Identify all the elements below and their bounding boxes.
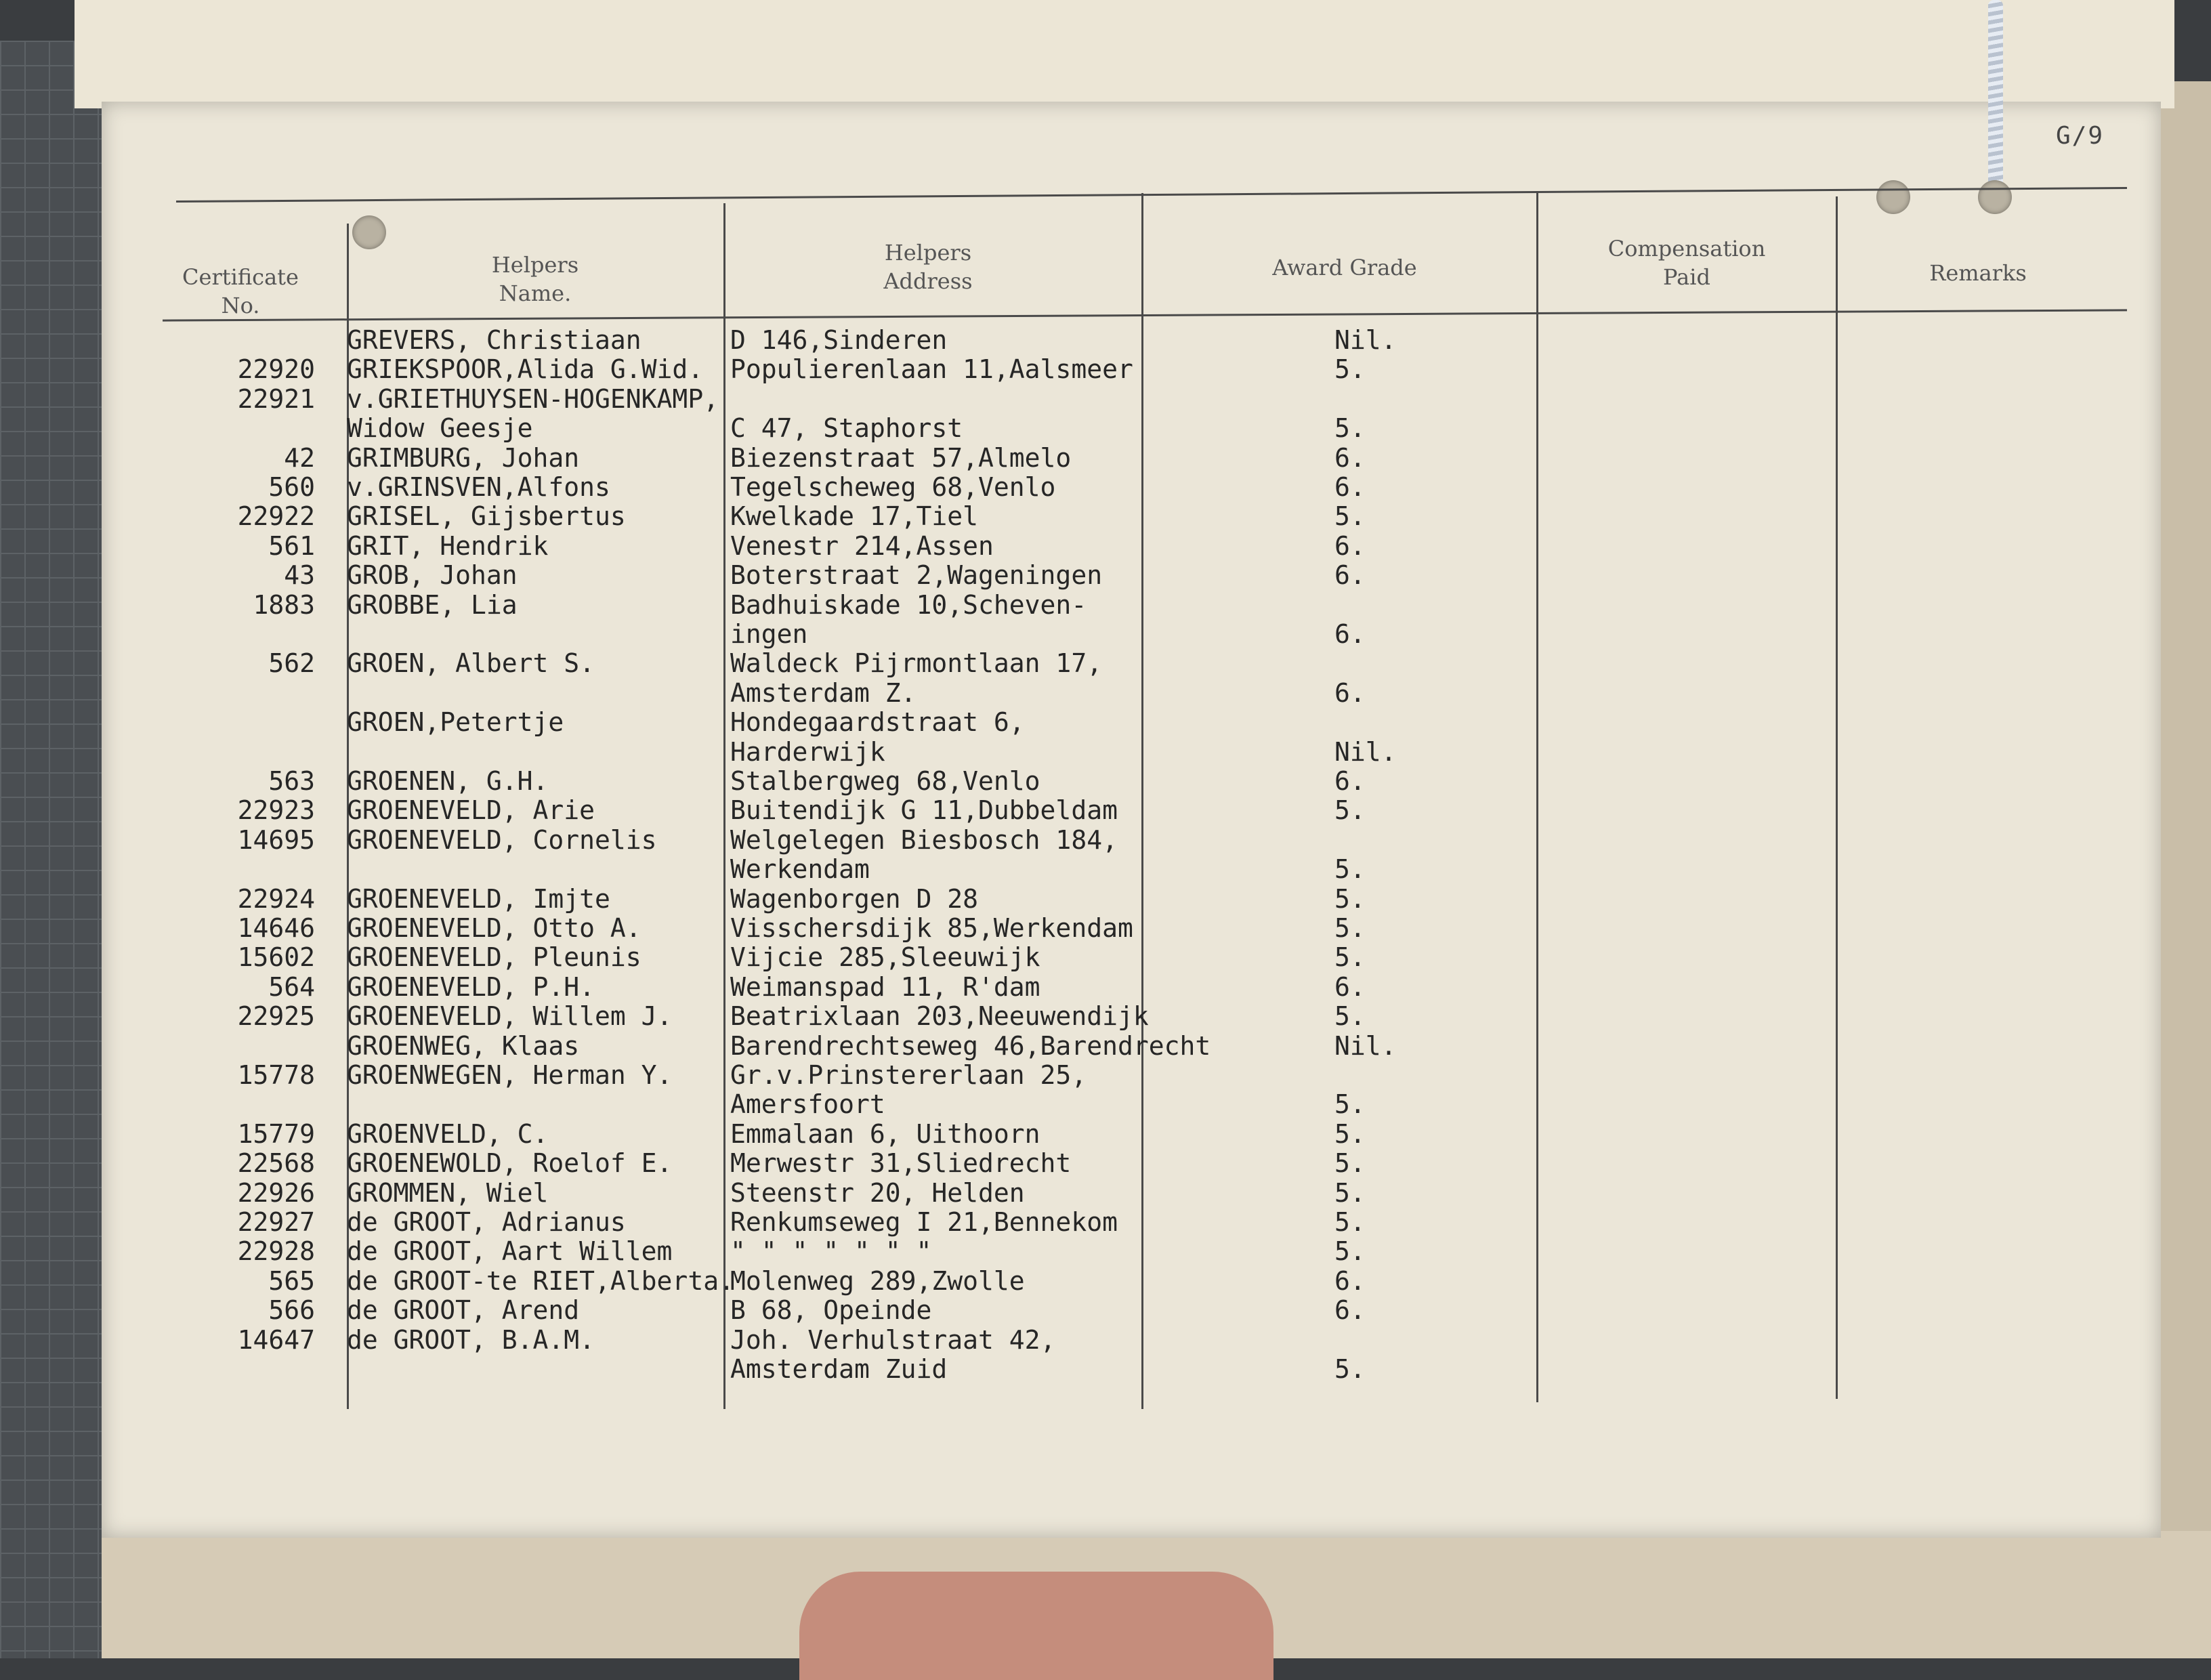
certificate-number: 560	[268, 472, 315, 502]
header-address: Helpers Address	[883, 240, 973, 294]
helper-address: Hondegaardstraat 6,	[730, 707, 1025, 738]
helper-address: Amsterdam Zuid	[730, 1354, 948, 1384]
award-grade: 6.	[1334, 530, 1366, 561]
helper-address: Biezenstraat 57,Almelo	[730, 442, 1072, 473]
helper-address: Populierenlaan 11,Aalsmeer	[730, 354, 1133, 385]
award-grade: 6.	[1334, 619, 1366, 649]
certificate-number: 42	[284, 442, 315, 473]
helper-name: de GROOT, B.A.M.	[347, 1324, 595, 1355]
helper-address: Waldeck Pijrmontlaan 17,	[730, 648, 1103, 679]
helper-address: Welgelegen Biesbosch 184,	[730, 824, 1118, 855]
award-grade: 5.	[1334, 1236, 1366, 1267]
award-grade: 5.	[1334, 913, 1366, 943]
award-grade: Nil.	[1334, 1030, 1397, 1061]
helper-name: GROENEVELD, Arie	[347, 795, 595, 826]
certificate-number: 14647	[237, 1324, 315, 1355]
certificate-number: 1883	[253, 589, 315, 620]
helper-address: Buitendijk G 11,Dubbeldam	[730, 795, 1118, 826]
helper-name: GRISEL, Gijsbertus	[347, 501, 626, 532]
award-grade: 5.	[1334, 1148, 1366, 1179]
award-grade: 6.	[1334, 472, 1366, 502]
helper-name: GROMMEN, Wiel	[347, 1177, 549, 1208]
certificate-number: 43	[284, 560, 315, 591]
award-grade: 6.	[1334, 1295, 1366, 1326]
helper-name: GROENEVELD, Willem J.	[347, 1001, 673, 1032]
certificate-number: 15778	[237, 1060, 315, 1090]
award-grade: 5.	[1334, 1118, 1366, 1149]
award-grade: 5.	[1334, 795, 1366, 826]
helper-name: GROENEVELD, Imjte	[347, 883, 610, 914]
award-grade: 6.	[1334, 971, 1366, 1002]
certificate-number: 566	[268, 1295, 315, 1326]
helper-address: Visschersdijk 85,Werkendam	[730, 913, 1133, 943]
certificate-number: 22925	[237, 1001, 315, 1032]
certificate-number: 564	[268, 971, 315, 1002]
award-grade: 5.	[1334, 854, 1366, 885]
page-number: G/9	[2056, 122, 2105, 150]
award-grade: 6.	[1334, 766, 1366, 796]
helper-name: GROBBE, Lia	[347, 589, 518, 620]
helper-address: Wagenborgen D 28	[730, 883, 979, 914]
helper-name: GROENWEGEN, Herman Y.	[347, 1060, 673, 1090]
helper-address: Werkendam	[730, 854, 870, 885]
helper-address: Molenweg 289,Zwolle	[730, 1265, 1025, 1296]
helper-address: Tegelscheweg 68,Venlo	[730, 472, 1056, 502]
helper-name: GROENWEG, Klaas	[347, 1030, 580, 1061]
helper-address: Merwestr 31,Sliedrecht	[730, 1148, 1072, 1179]
punch-hole-right	[1978, 180, 2012, 214]
certificate-number: 22568	[237, 1148, 315, 1179]
column-rule-4	[1536, 193, 1538, 1402]
certificate-number: 22927	[237, 1207, 315, 1237]
certificate-number: 22922	[237, 501, 315, 532]
certificate-number: 14695	[237, 824, 315, 855]
helper-address: Venestr 214,Assen	[730, 530, 994, 561]
helper-address: Steenstr 20, Helden	[730, 1177, 1025, 1208]
certificate-number: 15602	[237, 942, 315, 973]
helper-address: Stalbergweg 68,Venlo	[730, 766, 1040, 796]
certificate-number: 15779	[237, 1118, 315, 1149]
award-grade: Nil.	[1334, 325, 1397, 355]
helper-name: GRIT, Hendrik	[347, 530, 549, 561]
punch-hole-mid	[1876, 180, 1910, 214]
helper-name: GRIEKSPOOR,Alida G.Wid.	[347, 354, 704, 385]
column-rule-5	[1836, 196, 1838, 1399]
helper-name: GROENEVELD, Pleunis	[347, 942, 641, 973]
helper-address: " " " " " " "	[730, 1236, 932, 1267]
header-name: Helpers Name.	[491, 252, 579, 306]
helper-address: Renkumseweg I 21,Bennekom	[730, 1207, 1118, 1237]
helper-address: Badhuiskade 10,Scheven-	[730, 589, 1087, 620]
certificate-number: 563	[268, 766, 315, 796]
award-grade: 5.	[1334, 501, 1366, 532]
helper-name: v.GRIETHUYSEN-HOGENKAMP,	[347, 383, 719, 414]
header-compensation-paid: Compensation Paid	[1607, 236, 1766, 290]
helper-address: Kwelkade 17,Tiel	[730, 501, 979, 532]
award-grade: 5.	[1334, 883, 1366, 914]
helper-name: GROENEVELD, Otto A.	[347, 913, 641, 943]
column-rule-3	[1141, 193, 1143, 1409]
helper-name: de GROOT, Adrianus	[347, 1207, 626, 1237]
header-remarks: Remarks	[1929, 260, 2027, 286]
helper-name: Widow Geesje	[347, 413, 533, 444]
award-grade: 5.	[1334, 354, 1366, 385]
award-grade: 5.	[1334, 942, 1366, 973]
certificate-number: 22921	[237, 383, 315, 414]
helper-address: B 68, Opeinde	[730, 1295, 932, 1326]
certificate-number: 22923	[237, 795, 315, 826]
helper-address: Beatrixlaan 203,Neeuwendijk	[730, 1001, 1149, 1032]
helper-name: GROEN,Petertje	[347, 707, 564, 738]
award-grade: 6.	[1334, 677, 1366, 708]
helper-address: Amsterdam Z.	[730, 677, 917, 708]
certificate-number: 22924	[237, 883, 315, 914]
helper-name: v.GRINSVEN,Alfons	[347, 472, 610, 502]
helper-name: GROENEVELD, Cornelis	[347, 824, 657, 855]
award-grade: 5.	[1334, 413, 1366, 444]
punch-hole-left	[352, 215, 386, 249]
helper-name: GROENVELD, C.	[347, 1118, 549, 1149]
helper-address: Vijcie 285,Sleeuwijk	[730, 942, 1040, 973]
certificate-number: 561	[268, 530, 315, 561]
binding-string	[1988, 0, 2003, 203]
helper-name: GROENEWOLD, Roelof E.	[347, 1148, 673, 1179]
certificate-number: 565	[268, 1265, 315, 1296]
helper-name: GREVERS, Christiaan	[347, 325, 641, 355]
thumb	[799, 1572, 1273, 1680]
helper-name: GRIMBURG, Johan	[347, 442, 580, 473]
helper-name: GROENEN, G.H.	[347, 766, 549, 796]
award-grade: 5.	[1334, 1354, 1366, 1384]
helper-address: D 146,Sinderen	[730, 325, 948, 355]
helper-address: ingen	[730, 619, 808, 649]
helper-address: Weimanspad 11, R'dam	[730, 971, 1040, 1002]
helper-address: Harderwijk	[730, 736, 885, 767]
award-grade: 5.	[1334, 1207, 1366, 1237]
award-grade: 5.	[1334, 1177, 1366, 1208]
certificate-number: 22920	[237, 354, 315, 385]
certificate-number: 22926	[237, 1177, 315, 1208]
helper-address: Joh. Verhulstraat 42,	[730, 1324, 1056, 1355]
award-grade: 6.	[1334, 1265, 1366, 1296]
helper-address: Barendrechtseweg 46,Barendrecht	[730, 1030, 1211, 1061]
helper-name: de GROOT-te RIET,Alberta.	[347, 1265, 734, 1296]
column-rule-2	[723, 203, 725, 1409]
helper-name: de GROOT, Arend	[347, 1295, 580, 1326]
certificate-number: 22928	[237, 1236, 315, 1267]
previous-sheet	[75, 0, 2174, 108]
header-award-grade: Award Grade	[1272, 255, 1417, 280]
helper-address: C 47, Staphorst	[730, 413, 963, 444]
helper-name: GROENEVELD, P.H.	[347, 971, 595, 1002]
helper-address: Gr.v.Prinstererlaan 25,	[730, 1060, 1087, 1090]
helper-address: Emmalaan 6, Uithoorn	[730, 1118, 1040, 1149]
award-grade: 6.	[1334, 560, 1366, 591]
certificate-number: 562	[268, 648, 315, 679]
helper-address: Boterstraat 2,Wageningen	[730, 560, 1103, 591]
header-certificate: Certificate No.	[182, 264, 299, 318]
helper-name: de GROOT, Aart Willem	[347, 1236, 673, 1267]
helper-name: GROB, Johan	[347, 560, 518, 591]
certificate-number: 14646	[237, 913, 315, 943]
award-grade: 5.	[1334, 1001, 1366, 1032]
award-grade: Nil.	[1334, 736, 1397, 767]
helper-name: GROEN, Albert S.	[347, 648, 595, 679]
award-grade: 5.	[1334, 1089, 1366, 1120]
helper-address: Amersfoort	[730, 1089, 885, 1120]
award-grade: 6.	[1334, 442, 1366, 473]
